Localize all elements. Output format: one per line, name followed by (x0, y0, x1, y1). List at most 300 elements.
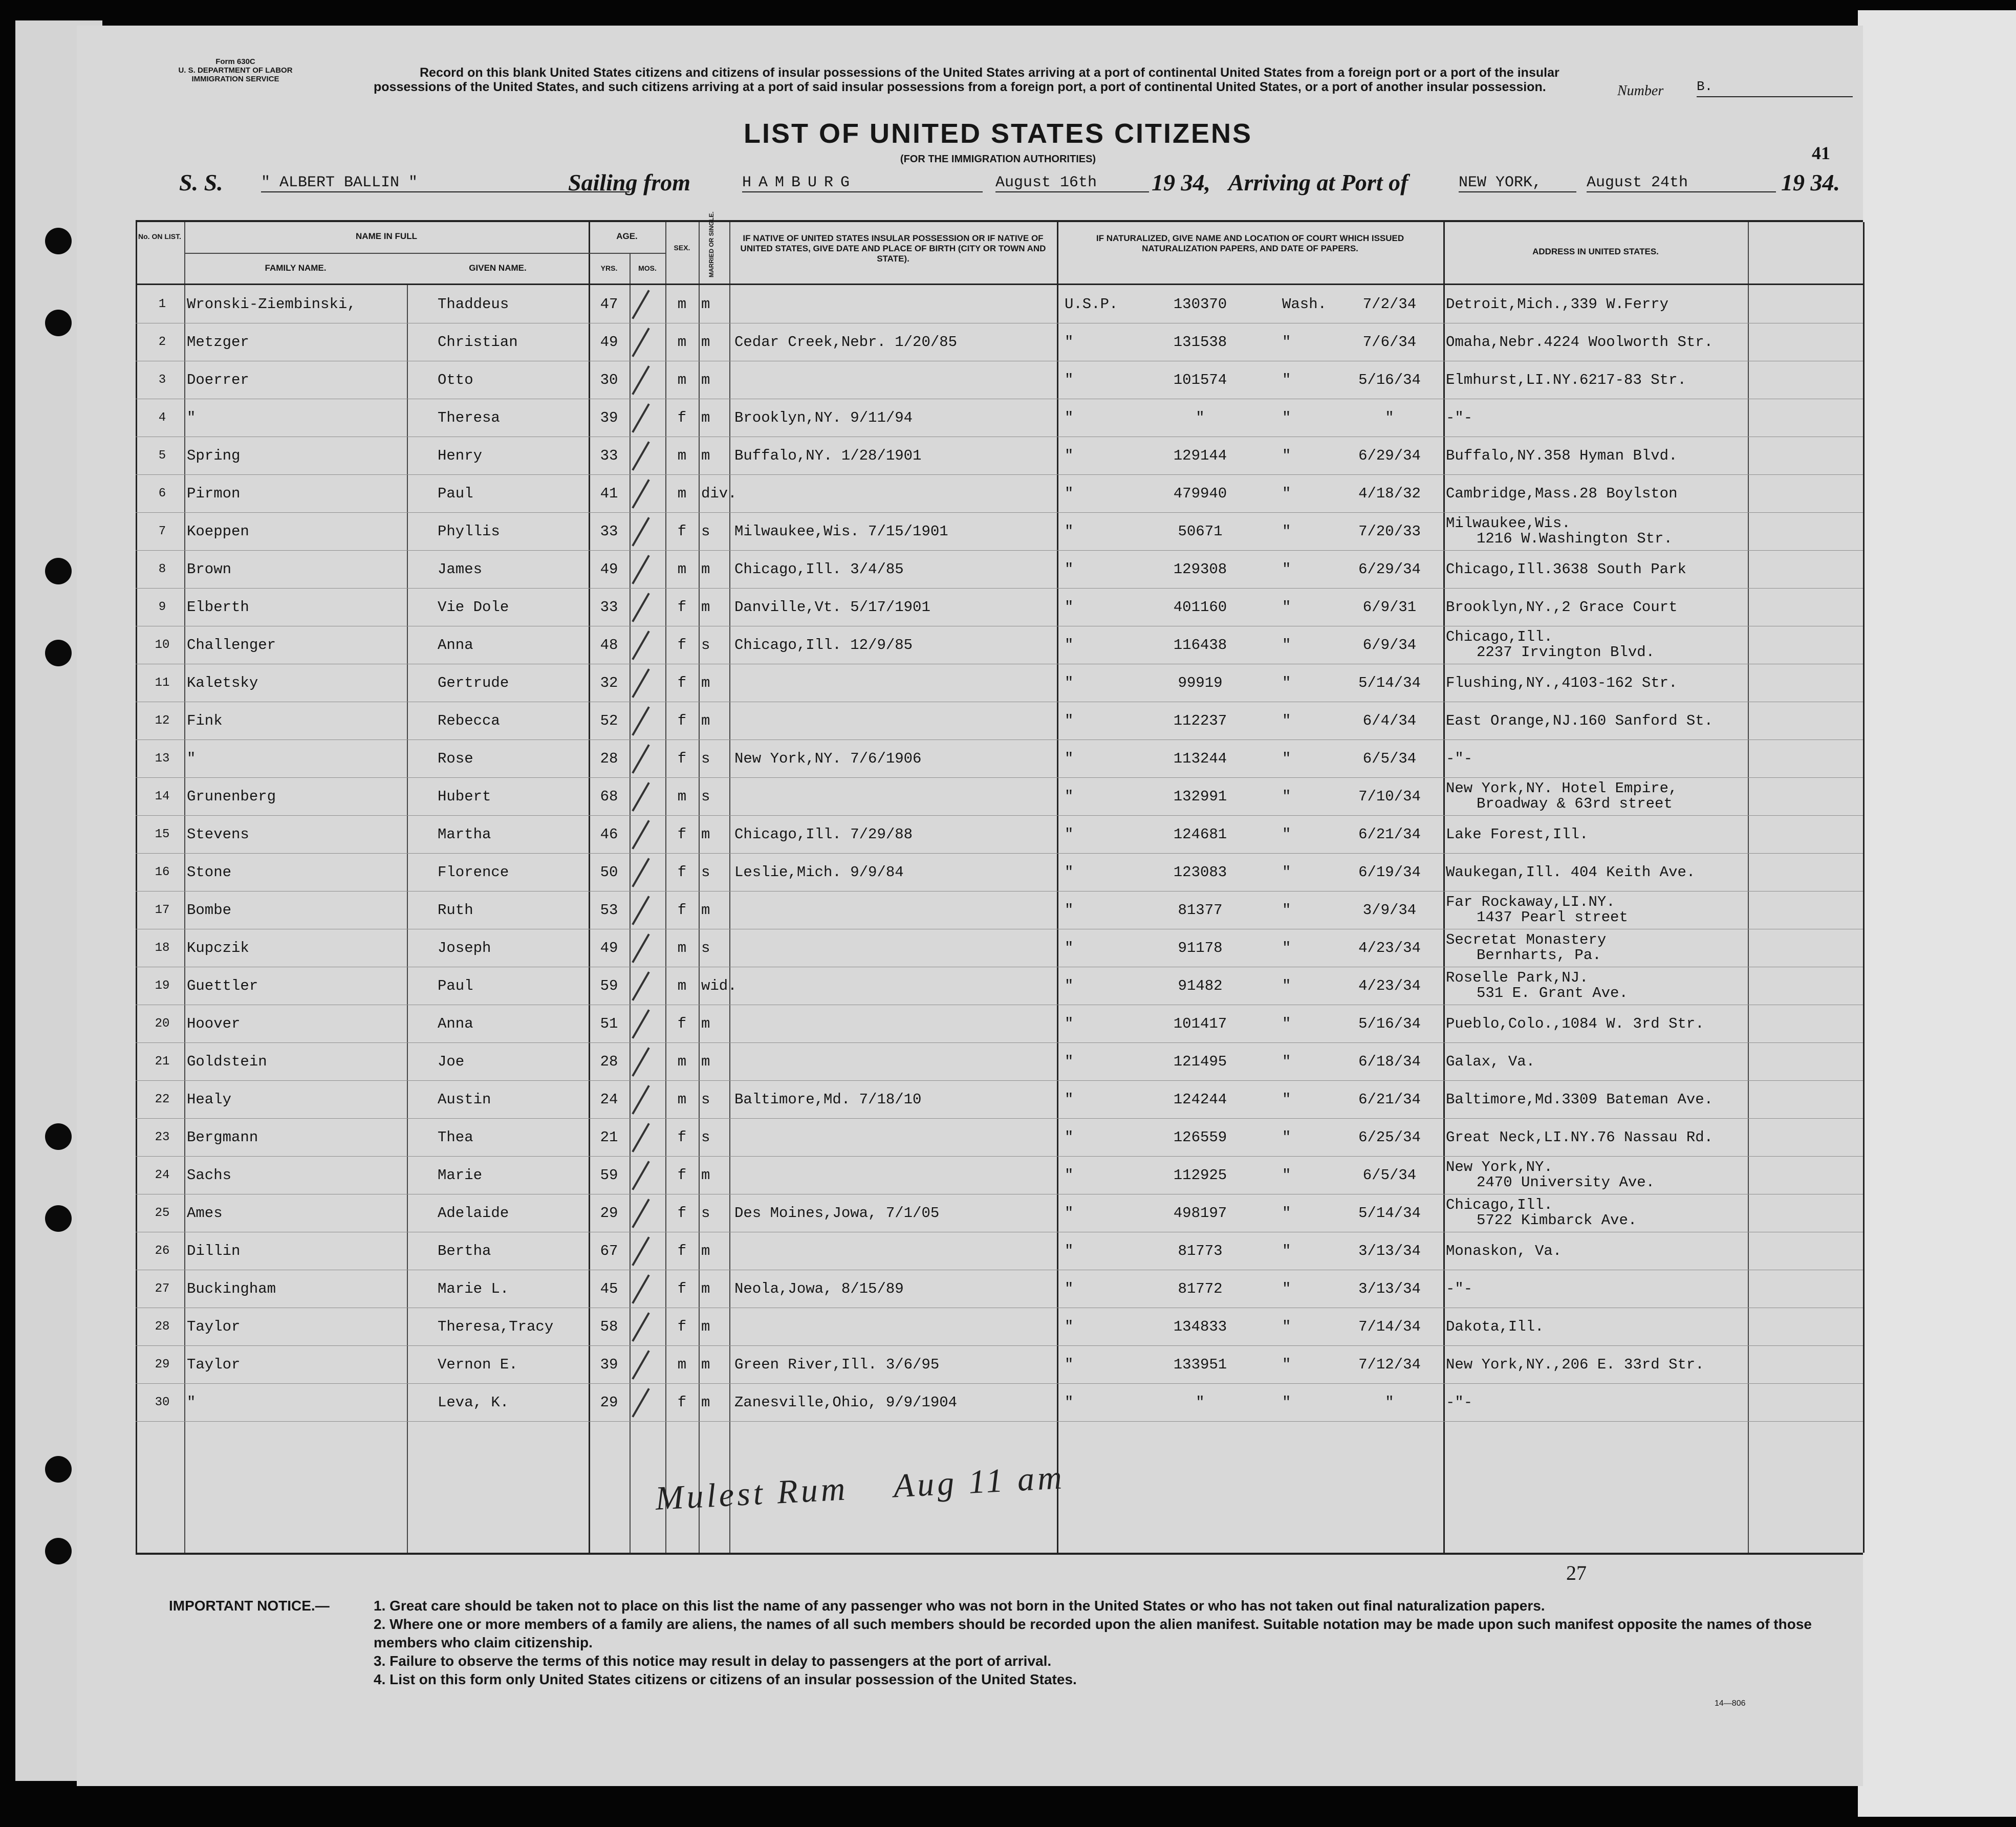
cell-addr2: 2237 Irvington Blvd. (1477, 644, 1655, 661)
cell-yrs: 29 (600, 1394, 618, 1411)
binder-hole (45, 640, 72, 666)
cell-court: " (1065, 977, 1074, 994)
cell-family: Wronski-Ziembinski, (187, 296, 356, 313)
cell-court: " (1065, 1091, 1074, 1108)
cell-given: Ruth (438, 902, 473, 919)
cell-place: " (1282, 523, 1291, 540)
notice-item: 3. Failure to observe the terms of this notice may result in delay to passengers at the port of arrival. (374, 1653, 1052, 1669)
cell-date: 6/4/34 (1362, 712, 1417, 729)
cell-court: " (1065, 561, 1074, 578)
cell-addr1: Monaskon, Va. (1446, 1243, 1562, 1259)
cell-addr1: Waukegan,Ill. 404 Keith Ave. (1446, 864, 1696, 881)
cell-date: 6/9/34 (1362, 637, 1417, 654)
cell-paper: 129144 (1173, 447, 1227, 464)
notice-item: 4. List on this form only United States citizens or citizens of an insular possession of the United States. (374, 1671, 1077, 1687)
cell-given: Christian (438, 334, 518, 351)
cell-ms: m (701, 1053, 710, 1070)
cell-court: " (1065, 409, 1074, 426)
row-rule (136, 1156, 1863, 1157)
cell-date: 3/9/34 (1362, 902, 1417, 919)
cell-sex: f (677, 902, 687, 919)
check-mark (632, 1312, 649, 1341)
cell-paper: 124244 (1173, 1091, 1227, 1108)
row-rule (136, 1042, 1863, 1043)
cell-place: " (1282, 864, 1291, 881)
cell-paper: 116438 (1173, 637, 1227, 654)
cell-paper: 479940 (1173, 485, 1227, 502)
department: U. S. DEPARTMENT OF LABOR (178, 66, 293, 75)
cell-court: " (1065, 675, 1074, 691)
cell-addr1: -"- (1446, 1280, 1473, 1297)
cell-given: Marie L. (438, 1280, 509, 1297)
cell-given: Phyllis (438, 523, 500, 540)
check-mark (632, 744, 649, 773)
cell-paper: 134833 (1173, 1318, 1227, 1335)
cell-paper: 113244 (1173, 750, 1227, 767)
cell-addr1: Baltimore,Md.3309 Bateman Ave. (1446, 1091, 1714, 1108)
cell-no: 7 (158, 525, 166, 538)
cell-addr1: New York,NY. Hotel Empire, (1446, 780, 1678, 797)
cell-addr1: Chicago,Ill. (1446, 628, 1553, 645)
check-mark (632, 328, 649, 357)
cell-yrs: 30 (600, 372, 618, 388)
cell-yrs: 24 (600, 1091, 618, 1108)
cell-date: 7/20/33 (1358, 523, 1421, 540)
row-rule (136, 1421, 1863, 1422)
cell-court: U.S.P. (1065, 296, 1118, 313)
check-mark (632, 858, 649, 887)
cell-yrs: 32 (600, 675, 618, 691)
cell-addr1: Cambridge,Mass.28 Boylston (1446, 485, 1678, 502)
header-family-name: FAMILY NAME. (265, 263, 327, 273)
cell-yrs: 49 (600, 940, 618, 956)
row-rule (136, 853, 1863, 854)
cell-place: " (1282, 1053, 1291, 1070)
cell-no: 24 (155, 1168, 170, 1182)
cell-no: 21 (155, 1055, 170, 1069)
binder-hole (45, 558, 72, 584)
cell-addr2: 531 E. Grant Ave. (1477, 985, 1628, 1002)
cell-yrs: 21 (600, 1129, 618, 1146)
cell-place: " (1282, 675, 1291, 691)
cell-place: " (1282, 1015, 1291, 1032)
cell-ms: m (701, 1356, 710, 1373)
cell-court: " (1065, 940, 1074, 956)
cell-given: James (438, 561, 483, 578)
sailing-date: August 16th (995, 174, 1149, 192)
cell-ms: m (701, 372, 710, 388)
cell-yrs: 28 (600, 750, 618, 767)
cell-court: " (1065, 599, 1074, 616)
cell-place: " (1282, 372, 1291, 388)
cell-given: Gertrude (438, 675, 509, 691)
check-mark (632, 933, 649, 963)
row-rule (136, 815, 1863, 816)
cell-date: 7/2/34 (1362, 296, 1417, 313)
cell-paper: 112237 (1173, 712, 1227, 729)
check-mark (632, 1388, 649, 1417)
cell-no: 13 (155, 752, 170, 766)
cell-addr1: Secretat Monastery (1446, 931, 1607, 948)
arrival-port: NEW YORK, (1459, 174, 1576, 192)
cell-family: " (187, 409, 196, 426)
cell-family: Spring (187, 447, 241, 464)
cell-date: 7/14/34 (1358, 1318, 1421, 1335)
row-rule (136, 1080, 1863, 1081)
header-birth: IF NATIVE OF UNITED STATES INSULAR POSSESSION OR IF NATIVE OF UNITED STATES, GIVE DATE AND PLACE OF BIRTH (CITY OR TOWN AND STATE). (740, 233, 1046, 264)
cell-paper: 81377 (1178, 902, 1223, 919)
cell-place: " (1282, 1091, 1291, 1108)
cell-given: Otto (438, 372, 473, 388)
check-mark (632, 971, 649, 1000)
cell-given: Anna (438, 637, 473, 654)
cell-yrs: 51 (600, 1015, 618, 1032)
cell-place: " (1282, 1318, 1291, 1335)
cell-family: Bergmann (187, 1129, 258, 1146)
cell-no: 28 (155, 1320, 170, 1334)
cell-family: Ames (187, 1205, 223, 1222)
cell-place: " (1282, 1205, 1291, 1222)
cell-no: 19 (155, 979, 170, 993)
cell-ms: m (701, 447, 710, 464)
cell-place: " (1282, 1394, 1291, 1411)
cell-sex: f (677, 826, 687, 843)
cell-addr1: Dakota,Ill. (1446, 1318, 1544, 1335)
cell-given: Adelaide (438, 1205, 509, 1222)
cell-no: 15 (155, 828, 170, 841)
cell-birth: Milwaukee,Wis. 7/15/1901 (734, 523, 948, 540)
check-mark (632, 1123, 649, 1152)
cell-sex: m (677, 334, 687, 351)
cell-date: " (1385, 409, 1394, 426)
instruction-text: Record on this blank United States citizens and citizens of insular possessions of the United States arriving at a port of continental United States from a foreign port or a port of the insular possessions of the United States, and such citizens arriving at a port of said insular possessions from a foreign port, a port of continental United States, or a port of another insular possession. (374, 66, 1559, 94)
ship-name: " ALBERT BALLIN " (261, 174, 630, 192)
cell-no: 1 (158, 297, 166, 311)
cell-birth: New York,NY. 7/6/1906 (734, 750, 922, 767)
cell-court: " (1065, 788, 1074, 805)
cell-date: 4/23/34 (1358, 977, 1421, 994)
cell-place: " (1282, 940, 1291, 956)
cell-paper: 101417 (1173, 1015, 1227, 1032)
cell-no: 16 (155, 865, 170, 879)
cell-birth: Green River,Ill. 3/6/95 (734, 1356, 940, 1373)
cell-birth: Chicago,Ill. 3/4/85 (734, 561, 904, 578)
cell-paper: 123083 (1173, 864, 1227, 881)
handwritten-signature: Mulest Rum Aug 11 am (654, 1459, 1066, 1517)
cell-addr1: Pueblo,Colo.,1084 W. 3rd Str. (1446, 1015, 1704, 1032)
cell-date: 7/6/34 (1362, 334, 1417, 351)
cell-family: Dillin (187, 1243, 241, 1259)
cell-family: Grunenberg (187, 788, 276, 805)
row-rule (136, 777, 1863, 778)
cell-place: " (1282, 750, 1291, 767)
cell-date: 7/12/34 (1358, 1356, 1421, 1373)
cell-given: Rose (438, 750, 473, 767)
cell-no: 30 (155, 1396, 170, 1409)
header-years: YRS. (600, 264, 618, 272)
row-rule (136, 512, 1863, 513)
service: IMMIGRATION SERVICE (191, 75, 279, 83)
cell-yrs: 59 (600, 977, 618, 994)
cell-paper: 130370 (1173, 296, 1227, 313)
cell-no: 8 (158, 562, 166, 576)
cell-no: 5 (158, 449, 166, 463)
cell-no: 10 (155, 638, 170, 652)
check-mark (632, 555, 649, 584)
cell-ms: m (701, 561, 710, 578)
cell-no: 27 (155, 1282, 170, 1296)
number-value: B. (1697, 79, 1853, 97)
cell-place: " (1282, 712, 1291, 729)
cell-ms: m (701, 675, 710, 691)
cell-paper: 101574 (1173, 372, 1227, 388)
cell-date: 3/13/34 (1358, 1243, 1421, 1259)
cell-sex: m (677, 447, 687, 464)
notice-item: 1. Great care should be taken not to place on this list the name of any passenger who was not born in the United States or who has not taken out final naturalization papers. (374, 1598, 1545, 1614)
cell-family: Stevens (187, 826, 249, 843)
cell-paper: 132991 (1173, 788, 1227, 805)
cell-place: " (1282, 485, 1291, 502)
cell-no: 22 (155, 1093, 170, 1106)
cell-ms: m (701, 1394, 710, 1411)
binder-hole (45, 310, 72, 336)
cell-place: " (1282, 599, 1291, 616)
check-mark (632, 668, 649, 698)
cell-sex: f (677, 1243, 687, 1259)
check-mark (632, 1085, 649, 1114)
cell-court: " (1065, 637, 1074, 654)
notice-lead: IMPORTANT NOTICE.— (169, 1598, 330, 1614)
cell-court: " (1065, 1243, 1074, 1259)
cell-sex: f (677, 750, 687, 767)
cell-place: " (1282, 1280, 1291, 1297)
cell-yrs: 46 (600, 826, 618, 843)
cell-date: 6/5/34 (1362, 750, 1417, 767)
form-info (133, 57, 338, 83)
cell-addr1: East Orange,NJ.160 Sanford St. (1446, 712, 1714, 729)
cell-addr1: -"- (1446, 409, 1473, 426)
cell-family: Buckingham (187, 1280, 276, 1297)
check-mark (632, 1350, 649, 1379)
page-title: LIST OF UNITED STATES CITIZENS (744, 118, 1252, 149)
cell-date: 6/29/34 (1358, 447, 1421, 464)
cell-yrs: 39 (600, 1356, 618, 1373)
cell-given: Martha (438, 826, 491, 843)
cell-date: 3/13/34 (1358, 1280, 1421, 1297)
cell-ms: s (701, 1205, 710, 1222)
cell-place: " (1282, 826, 1291, 843)
arriving-label: Arriving at Port of (1228, 169, 1408, 195)
header-name-in-full: NAME IN FULL (356, 231, 417, 241)
cell-addr1: Flushing,NY.,4103-162 Str. (1446, 675, 1678, 691)
cell-given: Thaddeus (438, 296, 509, 313)
cell-family: Brown (187, 561, 232, 578)
cell-no: 9 (158, 600, 166, 614)
cell-date: 6/25/34 (1358, 1129, 1421, 1146)
cell-no: 4 (158, 411, 166, 425)
cell-no: 11 (155, 676, 170, 690)
cell-given: Austin (438, 1091, 491, 1108)
cell-sex: f (677, 409, 687, 426)
cell-ms: wid. (701, 977, 737, 994)
cell-date: 5/16/34 (1358, 1015, 1421, 1032)
cell-addr1: Omaha,Nebr.4224 Woolworth Str. (1446, 334, 1714, 351)
cell-addr1: -"- (1446, 750, 1473, 767)
cell-yrs: 58 (600, 1318, 618, 1335)
cell-court: " (1065, 372, 1074, 388)
cell-sex: m (677, 788, 687, 805)
cell-addr1: Great Neck,LI.NY.76 Nassau Rd. (1446, 1129, 1714, 1146)
check-mark (632, 1047, 649, 1076)
sheet-number: 41 (1812, 143, 1830, 163)
row-rule (136, 1118, 1863, 1119)
cell-date: 6/18/34 (1358, 1053, 1421, 1070)
cell-yrs: 49 (600, 561, 618, 578)
cell-sex: f (677, 637, 687, 654)
cell-addr2: 1437 Pearl street (1477, 909, 1628, 926)
check-mark (632, 1161, 649, 1190)
cell-ms: s (701, 750, 710, 767)
cell-court: " (1065, 1205, 1074, 1222)
check-mark (632, 1199, 649, 1228)
cell-paper: 112925 (1173, 1167, 1227, 1184)
cell-given: Florence (438, 864, 509, 881)
cell-place: " (1282, 1356, 1291, 1373)
row-rule (136, 550, 1863, 551)
cell-no: 20 (155, 1017, 170, 1031)
check-mark (632, 630, 649, 660)
cell-given: Paul (438, 485, 473, 502)
cell-paper: 91178 (1178, 940, 1223, 956)
cell-paper: 129308 (1173, 561, 1227, 578)
cell-addr1: New York,NY.,206 E. 33rd Str. (1446, 1356, 1704, 1373)
cell-court: " (1065, 1318, 1074, 1335)
cell-given: Anna (438, 1015, 473, 1032)
background-sheet-edge (1858, 10, 2016, 1817)
cell-date: 5/16/34 (1358, 372, 1421, 388)
cell-sex: f (677, 1318, 687, 1335)
departure-port: HAMBURG (742, 174, 983, 192)
page-count: 27 (1566, 1561, 1587, 1584)
cell-sex: f (677, 523, 687, 540)
cell-addr1: -"- (1446, 1394, 1473, 1411)
cell-family: Stone (187, 864, 232, 881)
cell-place: " (1282, 637, 1291, 654)
cell-ms: s (701, 637, 710, 654)
cell-family: Elberth (187, 599, 249, 616)
cell-no: 29 (155, 1358, 170, 1372)
cell-date: 4/18/32 (1358, 485, 1421, 502)
cell-place: " (1282, 334, 1291, 351)
cell-date: 6/19/34 (1358, 864, 1421, 881)
ss-label: S. S. (179, 169, 223, 195)
cell-addr1: Detroit,Mich.,339 W.Ferry (1446, 296, 1669, 313)
binder-hole (45, 1538, 72, 1564)
arrival-date: August 24th (1587, 174, 1776, 192)
cell-yrs: 53 (600, 902, 618, 919)
header-address: ADDRESS IN UNITED STATES. (1532, 247, 1659, 256)
cell-place: " (1282, 902, 1291, 919)
cell-addr1: Brooklyn,NY.,2 Grace Court (1446, 599, 1678, 616)
cell-paper: 91482 (1178, 977, 1223, 994)
cell-sex: m (677, 977, 687, 994)
cell-date: 6/21/34 (1358, 826, 1421, 843)
cell-paper: 131538 (1173, 334, 1227, 351)
header-naturalized: IF NATURALIZED, GIVE NAME AND LOCATION OF COURT WHICH ISSUED NATURALIZATION PAPERS, AND DATE OF PAPERS. (1096, 233, 1404, 253)
cell-no: 2 (158, 335, 166, 349)
cell-sex: f (677, 1129, 687, 1146)
check-mark (632, 365, 649, 395)
cell-birth: Buffalo,NY. 1/28/1901 (734, 447, 922, 464)
check-mark (632, 517, 649, 546)
cell-place: " (1282, 1129, 1291, 1146)
check-mark (632, 896, 649, 925)
cell-birth: Neola,Jowa, 8/15/89 (734, 1280, 904, 1297)
row-rule (136, 1383, 1863, 1384)
binder-hole (45, 1456, 72, 1483)
cell-yrs: 48 (600, 637, 618, 654)
notice-item: 2. Where one or more members of a family are aliens, the names of all such members should be recorded upon the alien manifest. Suitable notation may be made upon such manifest opposite the names of those members who claim citizenship. (374, 1616, 1812, 1650)
sailing-label: Sailing from (568, 169, 691, 195)
cell-ms: m (701, 1167, 710, 1184)
cell-family: Kaletsky (187, 675, 258, 691)
cell-yrs: 59 (600, 1167, 618, 1184)
cell-yrs: 52 (600, 712, 618, 729)
cell-court: " (1065, 334, 1074, 351)
cell-birth: Danville,Vt. 5/17/1901 (734, 599, 930, 616)
cell-sex: f (677, 599, 687, 616)
row-rule (136, 588, 1863, 589)
cell-paper: 81772 (1178, 1280, 1223, 1297)
cell-sex: m (677, 940, 687, 956)
cell-yrs: 49 (600, 334, 618, 351)
cell-date: 6/5/34 (1362, 1167, 1417, 1184)
cell-no: 3 (158, 373, 166, 387)
cell-place: " (1282, 788, 1291, 805)
form-code: 14—806 (1715, 1699, 1746, 1708)
cell-ms: m (701, 712, 710, 729)
cell-court: " (1065, 1167, 1074, 1184)
cell-ms: m (701, 599, 710, 616)
cell-family: Goldstein (187, 1053, 267, 1070)
check-mark (632, 403, 649, 432)
check-mark (632, 290, 649, 319)
cell-family: Taylor (187, 1356, 241, 1373)
cell-yrs: 47 (600, 296, 618, 313)
cell-birth: Cedar Creek,Nebr. 1/20/85 (734, 334, 958, 351)
cell-date: 7/10/34 (1358, 788, 1421, 805)
header-married: MARRIED OR SINGLE. (708, 211, 715, 277)
cell-paper: " (1196, 409, 1205, 426)
cell-given: Theresa,Tracy (438, 1318, 554, 1335)
cell-given: Vernon E. (438, 1356, 518, 1373)
check-mark (632, 593, 649, 622)
cell-yrs: 68 (600, 788, 618, 805)
cell-family: Metzger (187, 334, 249, 351)
cell-ms: s (701, 1091, 710, 1108)
cell-ms: m (701, 409, 710, 426)
cell-place: " (1282, 561, 1291, 578)
cell-ms: m (701, 296, 710, 313)
cell-ms: m (701, 334, 710, 351)
cell-addr1: Elmhurst,LI.NY.6217-83 Str. (1446, 372, 1686, 388)
cell-place: " (1282, 977, 1291, 994)
check-mark (632, 441, 649, 470)
cell-family: " (187, 1394, 196, 1411)
cell-date: 5/14/34 (1358, 675, 1421, 691)
cell-yrs: 50 (600, 864, 618, 881)
binder-hole (45, 1205, 72, 1232)
